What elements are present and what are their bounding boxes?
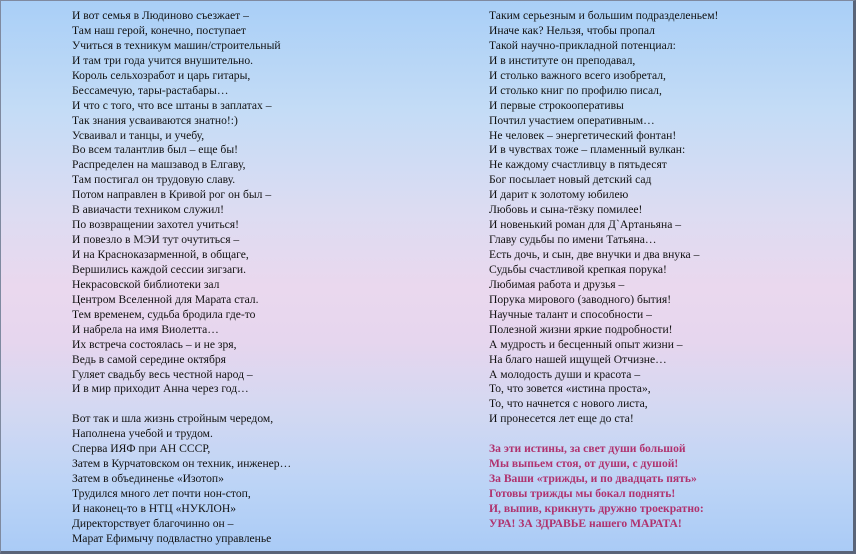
poem-line: И что с того, что все штаны в заплатах – xyxy=(72,98,272,112)
poem-line: Не человек – энергетический фонтан! xyxy=(489,128,677,142)
poem-line: На благо нашей ищущей Отчизне… xyxy=(489,352,667,366)
poem-line: Король сельхозработ и царь гитары, xyxy=(72,68,251,82)
poem-line: Директорствует благочинно он – xyxy=(72,516,234,530)
poem-line: И на Красноказарменной, в общаге, xyxy=(72,248,249,261)
poem-line: Некрасовской библиотеки зал xyxy=(72,277,220,291)
poem-line: Мы выпьем стоя, от души, с душой! xyxy=(489,457,679,471)
right-poem-column xyxy=(489,9,834,532)
poem-line: Гуляет свадьбу весь честной народ – xyxy=(72,367,253,381)
poem-line: Сперва ИЯФ при АН СССР, xyxy=(72,442,211,456)
poem-line: Не каждому счастливцу в пятьдесят xyxy=(489,158,667,172)
poem-line: Судьбы счастливой крепкая порука! xyxy=(489,262,667,276)
poem-line: Распределен на машзавод в Елгаву, xyxy=(72,158,246,172)
poem-line: И вот семья в Людиново съезжает – xyxy=(72,9,249,22)
poem-line: За эти истины, за свет души большой xyxy=(489,442,686,456)
poem-line: Порука мирового (заводного) бытия! xyxy=(489,292,672,306)
poem-line: Бессамечую, тары-растабары… xyxy=(72,83,229,97)
poem-line: Готовы трижды мы бокал поднять! xyxy=(489,487,676,500)
poem-line: И в мир приходит Анна через год… xyxy=(72,382,249,396)
poem-line: Усваивал и танцы, и учебу, xyxy=(72,128,205,142)
poem-line: И пронесется лет еще до ста! xyxy=(489,412,634,426)
poem-line: А молодость души и красота – xyxy=(489,367,641,381)
poem-line: И новенький роман для Д`Артаньяна – xyxy=(489,218,682,232)
poem-line: И столько книг по профилю писал, xyxy=(489,83,662,97)
poem-line: И повезло в МЭИ тут очутиться – xyxy=(72,233,240,247)
left-poem-column xyxy=(72,9,462,547)
poem-line: По возвращении захотел учиться! xyxy=(72,218,239,232)
poem-line: А мудрость и бесценный опыт жизни – xyxy=(489,337,683,351)
poem-line: Вот так и шла жизнь стройным чередом, xyxy=(72,412,274,426)
poem-line: Так знания усваиваются знатно!:) xyxy=(72,113,238,127)
poem-line: То, что зовется «истина проста», xyxy=(489,382,651,396)
poem-line: Есть дочь, и сын, две внучки и два внука – xyxy=(489,248,700,261)
poem-line: Во всем талантлив был – еще бы! xyxy=(72,143,238,157)
poem-line: Их встреча состоялась – и не зря, xyxy=(72,337,237,351)
poem-line: Ведь в самой середине октября xyxy=(72,352,226,366)
poem-line: Потом направлен в Кривой рог он был – xyxy=(72,188,272,202)
poem-line: И дарит к золотому юбилею xyxy=(489,188,629,202)
poem-line: Любимая работа и друзья – xyxy=(489,277,625,291)
poem-line: Центром Вселенной для Марата стал. xyxy=(72,292,259,306)
right-stanza-1 xyxy=(489,9,834,427)
poem-line: Таким серьезным и большим подразделеньем! xyxy=(489,9,719,22)
poem-line: В авиачасти техником служил! xyxy=(72,203,224,217)
poem-line: Почтил участием оперативным… xyxy=(489,113,655,127)
poem-line: Вершились каждой сессии зигзаги. xyxy=(72,262,246,276)
poem-line: И в чувствах тоже – пламенный вулкан: xyxy=(489,143,686,157)
poem-line: Бог посылает новый детский сад xyxy=(489,173,652,187)
poem-line: И наконец-то в НТЦ «НУКЛОН» xyxy=(72,501,237,515)
poem-line: УРА! ЗА ЗДРАВЬЕ нашего МАРАТА! xyxy=(489,516,682,530)
poem-line: И набрела на имя Виолетта… xyxy=(72,322,219,336)
poem-line: Марат Ефимычу подвластно управленье xyxy=(72,531,272,545)
poem-line: Там постигал он трудовую славу. xyxy=(72,173,236,187)
poem-line: И первые строкооперативы xyxy=(489,98,624,112)
poem-line: То, что начнется с нового листа, xyxy=(489,397,648,411)
poem-line: За Ваши «трижды, и по двадцать пять» xyxy=(489,472,697,486)
poem-line: Научные талант и способности – xyxy=(489,307,652,321)
poem-line: Полезной жизни яркие подробности! xyxy=(489,322,673,336)
poem-line: Затем в объединенье «Изотоп» xyxy=(72,472,224,486)
poem-line: Иначе как? Нельзя, чтобы пропал xyxy=(489,23,655,37)
poem-line: И, выпив, крикнуть дружно троекратно: xyxy=(489,501,704,515)
left-stanza-2 xyxy=(72,412,462,546)
poem-line: Главу судьбы по имени Татьяна… xyxy=(489,233,657,247)
stanza-gap xyxy=(72,397,462,412)
poem-line: Такой научно-прикладной потенциал: xyxy=(489,38,676,52)
toast-stanza xyxy=(489,442,834,532)
poem-line: Там наш герой, конечно, поступает xyxy=(72,23,246,37)
stanza-gap xyxy=(489,427,834,442)
poem-line: И там три года учится внушительно. xyxy=(72,53,254,67)
poem-line: Любовь и сына-тёзку помилее! xyxy=(489,203,643,217)
poem-line: Трудился много лет почти нон-стоп, xyxy=(72,487,251,500)
poem-line: Наполнена учебой и трудом. xyxy=(72,427,213,441)
poem-line: И столько важного всего изобретал, xyxy=(489,68,666,82)
poem-line: Учиться в техникум машин/строительный xyxy=(72,38,281,52)
poem-line: Затем в Курчатовском он техник, инженер… xyxy=(72,457,292,471)
poem-line: И в институте он преподавал, xyxy=(489,53,636,67)
left-stanza-1 xyxy=(72,9,462,397)
poem-line: Тем временем, судьба бродила где-то xyxy=(72,307,256,321)
